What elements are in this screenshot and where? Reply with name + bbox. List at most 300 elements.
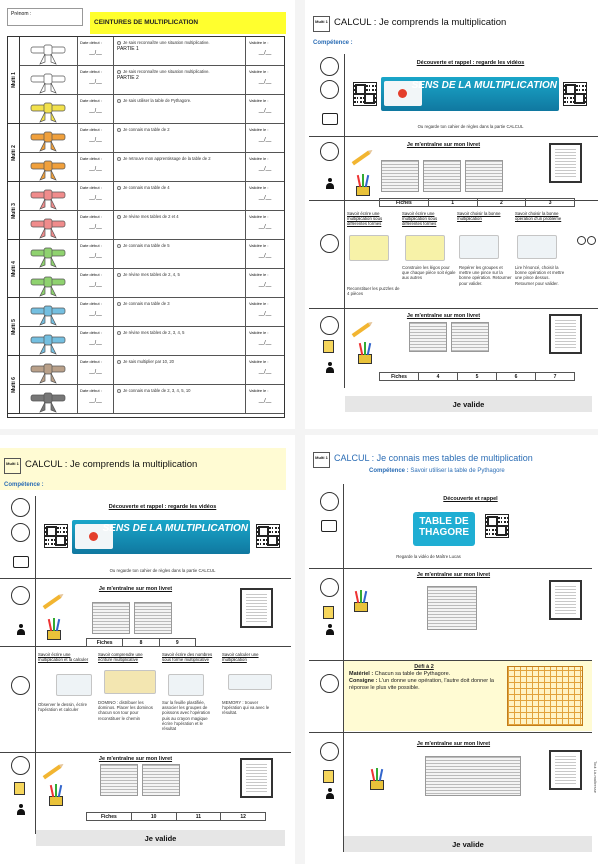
activity-image [517, 235, 557, 259]
worksheet-title-text: CALCUL : Je comprends la multiplication [25, 459, 198, 470]
bullet-icon [117, 389, 121, 393]
skill-part: PARTIE 1 [117, 46, 139, 52]
bullet-icon [117, 273, 121, 277]
belt-group-text: Multi 4 [10, 260, 17, 277]
activity-cell [98, 652, 158, 662]
skill-cell [114, 298, 246, 326]
check-circle[interactable] [587, 236, 596, 245]
fiche-number: 2 [478, 199, 527, 206]
video-thumbnail[interactable] [72, 520, 250, 554]
challenge-title: Défi à 2 [414, 664, 434, 670]
belt-icon [30, 242, 66, 268]
competence-line [4, 482, 287, 488]
fiche-number: 6 [497, 373, 536, 380]
validated-cell[interactable] [246, 124, 284, 152]
tablet-icon [321, 520, 337, 532]
fiches-header: Fiches [380, 199, 429, 206]
activity-instruction: Construire les légos pour que chaque pièce soit égale aux autres [402, 265, 456, 281]
belt-icon [30, 126, 66, 152]
validated-cell[interactable] [246, 37, 284, 65]
start-date-label: Date début : [80, 243, 102, 248]
validated-value: __/__ [258, 137, 272, 143]
booklet-page-image [100, 764, 138, 796]
start-date-value: __/__ [89, 340, 102, 346]
start-date-value: __/__ [89, 311, 102, 317]
fiche-number: 8 [123, 639, 159, 646]
start-date-cell[interactable] [78, 240, 114, 268]
person-icon [325, 362, 335, 374]
person-icon [325, 624, 335, 636]
booklet-cover-image [240, 588, 273, 628]
divider [0, 578, 291, 579]
banner-text: TABLE DE THAGORE [419, 516, 469, 538]
check-circle[interactable] [577, 236, 586, 245]
check-circle[interactable] [320, 742, 339, 761]
fiche-number: 7 [553, 374, 557, 380]
start-date-cell[interactable] [78, 327, 114, 355]
belt-icon [30, 155, 66, 181]
section-title-videos: Découverte et rappel : regarde les vidéos [108, 504, 217, 510]
booklet-cover-image [549, 750, 582, 790]
notebook-icon [323, 606, 334, 619]
validated-label: Validée le : [249, 359, 269, 364]
pencil-cup-icon [46, 784, 66, 806]
bullet-icon [117, 41, 121, 45]
belt-group-label [8, 356, 20, 414]
fiches-table [379, 372, 575, 381]
start-date-cell[interactable] [78, 66, 114, 94]
start-date-label: Date début : [80, 127, 102, 132]
belt-row [20, 95, 284, 124]
start-date-cell[interactable] [78, 182, 114, 210]
bullet-icon [117, 186, 121, 190]
belt-group-label [8, 37, 20, 124]
belt-progress-sheet [0, 0, 291, 426]
left-column-divider [344, 54, 345, 388]
fiches-table [379, 198, 575, 207]
belt-cell [20, 356, 78, 384]
qr-code-icon[interactable] [44, 524, 68, 548]
activity-cell [457, 211, 511, 221]
validate-bar[interactable]: Je valide [345, 396, 592, 412]
validated-value: __/__ [258, 282, 272, 288]
start-date-label: Date début : [80, 272, 102, 277]
fiche-number: 11 [177, 813, 222, 820]
fiche-number: 10 [132, 813, 177, 820]
belt-group-text: Multi 1 [10, 72, 17, 88]
belt-row [20, 240, 284, 269]
activity-image [104, 670, 156, 694]
start-date-value: __/__ [89, 224, 102, 230]
validated-cell[interactable] [246, 327, 284, 355]
skill-text: Je connais ma table de 5 [123, 243, 170, 248]
activity-instruction: MEMORY : trouver l'opération qui va avec le résultat. [222, 700, 270, 716]
check-circle[interactable] [320, 674, 339, 693]
start-date-value: __/__ [89, 369, 102, 375]
pythagore-table-image [507, 666, 583, 726]
check-circle[interactable] [320, 578, 339, 597]
worksheet-multi1-b [0, 438, 291, 864]
validated-value: __/__ [258, 369, 272, 375]
belt-cell [20, 327, 78, 355]
skill-cell [114, 211, 246, 239]
start-date-value: __/__ [89, 108, 102, 114]
belt-row [20, 153, 284, 182]
validated-label: Validée le : [249, 330, 269, 335]
worksheet-title-text: CALCUL : Je comprends la multiplication [334, 17, 507, 28]
validated-label: Validée le : [249, 388, 269, 393]
start-date-cell[interactable] [78, 153, 114, 181]
start-date-value: __/__ [89, 166, 102, 172]
pythagore-video-banner[interactable] [413, 512, 475, 546]
validated-value: __/__ [258, 166, 272, 172]
pencil-cup-icon [367, 768, 387, 790]
pencil-icon [352, 151, 371, 166]
sheet-title: CEINTURES DE MULTIPLICATION [90, 12, 286, 34]
skill-cell [114, 182, 246, 210]
bullet-icon [117, 99, 121, 103]
qr-code-icon[interactable] [256, 524, 280, 548]
belt-icon [30, 271, 66, 297]
consigne-text: L'un donne une opération, l'autre doit donner la réponse le plus vite possible. [349, 678, 494, 691]
validated-cell[interactable] [246, 211, 284, 239]
pencil-cup-icon [44, 618, 64, 640]
belt-cell [20, 182, 78, 210]
belt-cell [20, 124, 78, 152]
belt-cell [20, 211, 78, 239]
qr-code-icon[interactable] [485, 514, 509, 538]
check-circle[interactable] [320, 316, 339, 335]
activity-title: Savoir comprendre une écriture multiplicative [98, 652, 143, 663]
bullet-icon [117, 244, 121, 248]
skill-cell [114, 356, 246, 384]
booklet-page-image [425, 756, 521, 796]
skill-text: Je connais ma table de 3 [123, 301, 170, 306]
qr-code-icon[interactable] [353, 82, 377, 106]
fiche-number: 1 [429, 199, 478, 206]
divider [0, 752, 291, 753]
validate-bar[interactable]: Je valide [344, 836, 592, 852]
check-circle[interactable] [320, 234, 339, 253]
belt-group-text: Multi 6 [10, 376, 17, 393]
validated-cell[interactable] [246, 385, 284, 413]
validated-label: Validée le : [249, 40, 269, 45]
belt-icon [30, 387, 66, 413]
belt-row [20, 124, 284, 153]
skill-cell [114, 240, 246, 268]
video-thumbnail[interactable] [381, 77, 559, 111]
pencil-icon [43, 765, 62, 780]
competence-label: Compétence : [369, 468, 409, 474]
validated-cell[interactable] [246, 66, 284, 94]
validated-label: Validée le : [249, 98, 269, 103]
skill-text: Je sais multiplier par 10, 20 [123, 359, 174, 364]
fiches-table [86, 812, 266, 821]
validated-cell[interactable] [246, 182, 284, 210]
worksheet-title [313, 16, 594, 30]
pencil-cup-icon [355, 342, 375, 364]
start-date-cell[interactable] [78, 95, 114, 123]
skill-part: PARTIE 2 [117, 75, 139, 81]
video-caption: Regarde la vidéo de Maître Lucas [396, 554, 461, 559]
consigne-label: Consigne : [349, 678, 378, 684]
start-date-label: Date début : [80, 40, 102, 45]
activity-instruction: Observer le dessin, écrire l'opération et calculer [38, 702, 87, 713]
competence-label: Compétence : [4, 482, 44, 488]
validated-value: __/__ [258, 253, 272, 259]
fiche-number: 12 [240, 814, 246, 820]
activity-image [459, 235, 499, 259]
skill-text: Je retrouve mon apprentissage de la table de 2 [123, 156, 211, 161]
skill-cell [114, 153, 246, 181]
play-icon [89, 532, 98, 541]
booklet-cover-image [240, 758, 273, 798]
validated-cell[interactable] [246, 240, 284, 268]
booklet-page-image [381, 160, 419, 192]
start-date-value: __/__ [89, 282, 102, 288]
validated-cell[interactable] [246, 269, 284, 297]
rules-caption: Ou regarde ton cahier de règles dans la partie CALCUL [109, 568, 216, 573]
person-icon [16, 624, 26, 636]
check-circle[interactable] [320, 80, 339, 99]
activity-cell [515, 211, 569, 221]
start-date-label: Date début : [80, 330, 102, 335]
validated-value: __/__ [258, 195, 272, 201]
check-circle[interactable] [320, 57, 339, 76]
belt-row [20, 385, 284, 414]
notebook-icon [14, 782, 25, 795]
check-circle[interactable] [11, 586, 30, 605]
competence-label: Compétence : [313, 40, 353, 46]
activity-cell [347, 211, 401, 227]
activity-title: Savoir choisir la bonne opération d'un problème [515, 211, 562, 222]
check-circle[interactable] [11, 676, 30, 695]
level-tag: Multi 1 [313, 16, 330, 32]
activity-title: Savoir écrire une multiplication sous différentes formes [402, 211, 438, 227]
activity-instruction: Repérer les groupes et mettre une pince sur la bonne opération. Retourner pour valider. [459, 265, 512, 286]
skill-cell [114, 269, 246, 297]
belt-group-text: Multi 5 [10, 318, 17, 335]
belt-group-text: Multi 2 [10, 144, 17, 161]
belt-group-label [8, 240, 20, 298]
validate-bar[interactable]: Je valide [36, 830, 285, 846]
booklet-page-image [409, 322, 447, 352]
booklet-page-image [134, 602, 172, 634]
validated-cell[interactable] [246, 356, 284, 384]
activity-image [405, 235, 445, 261]
section-title-booklet-2: Je m'entraîne sur mon livret [406, 313, 481, 319]
belt-icon [30, 39, 66, 65]
validated-label: Validée le : [249, 156, 269, 161]
section-title-booklet: Je m'entraîne sur mon livret [406, 142, 481, 148]
left-column-divider [35, 496, 36, 834]
activity-title: Savoir écrire des nombres sous forme multiplicative [162, 652, 213, 663]
skill-text: Je révise mes tables de 2, 3, 4, 5 [123, 330, 185, 335]
skill-cell [114, 66, 246, 94]
competence-text: Savoir utiliser la table de Pythagore [410, 468, 505, 474]
skill-text: Je sais reconnaître une situation multiplicative. [123, 40, 210, 45]
skill-cell [114, 124, 246, 152]
validated-label: Validée le : [249, 127, 269, 132]
activity-cell [402, 211, 456, 227]
start-date-label: Date début : [80, 98, 102, 103]
notebook-icon [323, 340, 334, 353]
start-date-cell[interactable] [78, 385, 114, 413]
validated-cell[interactable] [246, 95, 284, 123]
belt-row [20, 182, 284, 211]
pencil-cup-icon [353, 174, 373, 196]
bullet-icon [117, 302, 121, 306]
start-date-value: __/__ [89, 137, 102, 143]
name-label: Prénom : [11, 11, 32, 17]
skill-text: Je révise mes tables de 2, 4, 5 [123, 272, 180, 277]
fiches-table [86, 638, 196, 647]
belt-cell [20, 385, 78, 413]
belt-cell [20, 240, 78, 268]
booklet-page-image [451, 322, 489, 352]
validated-cell[interactable] [246, 298, 284, 326]
activity-cell [162, 652, 218, 662]
start-date-value: __/__ [89, 398, 102, 404]
belt-cell [20, 269, 78, 297]
belt-icon [30, 329, 66, 355]
activity-title: Savoir écrire une multiplication sous différentes formes [347, 211, 383, 227]
validated-value: __/__ [258, 340, 272, 346]
start-date-value: __/__ [89, 195, 102, 201]
section-title-discovery: Découverte et rappel [443, 496, 498, 502]
validated-value: __/__ [258, 79, 272, 85]
start-date-cell[interactable] [78, 269, 114, 297]
name-field[interactable] [7, 8, 83, 26]
booklet-page-image [142, 764, 180, 796]
booklet-page-image [465, 160, 503, 192]
person-icon [325, 178, 335, 190]
start-date-value: __/__ [89, 50, 102, 56]
validated-cell[interactable] [246, 153, 284, 181]
materiel-label: Matériel : [349, 671, 374, 677]
bullet-icon [117, 128, 121, 132]
start-date-cell[interactable] [78, 298, 114, 326]
belt-icon [30, 97, 66, 123]
fiches-header: Fiches [380, 373, 419, 380]
bullet-icon [117, 331, 121, 335]
start-date-cell[interactable] [78, 356, 114, 384]
check-circle[interactable] [11, 498, 30, 517]
booklet-cover-image [549, 580, 582, 620]
validated-value: __/__ [258, 108, 272, 114]
activity-cell [38, 652, 94, 662]
start-date-cell[interactable] [78, 124, 114, 152]
check-circle[interactable] [320, 142, 339, 161]
start-date-label: Date début : [80, 69, 102, 74]
skill-text: Je connais ma table de 4 [123, 185, 170, 190]
fiches-header: Fiches [87, 639, 123, 646]
activity-image [349, 235, 389, 261]
materiel-text: Chacun sa table de Pythagore. [374, 671, 451, 677]
belt-group-label [8, 298, 20, 356]
fiche-number: 3 [548, 200, 552, 206]
play-icon [398, 89, 407, 98]
belt-cell [20, 37, 78, 65]
start-date-label: Date début : [80, 388, 102, 393]
challenge-instructions [349, 664, 499, 692]
validated-value: __/__ [258, 224, 272, 230]
divider [309, 308, 598, 309]
activity-image [228, 674, 272, 690]
start-date-cell[interactable] [78, 37, 114, 65]
person-icon [16, 804, 26, 816]
fiches-header: Fiches [87, 813, 132, 820]
belt-cell [20, 95, 78, 123]
activity-image [168, 674, 204, 696]
competence-line [369, 468, 594, 474]
level-tag: Multi 1 [4, 458, 21, 474]
validated-value: __/__ [258, 311, 272, 317]
belt-table [7, 36, 285, 418]
person-icon [325, 788, 335, 800]
activity-image [56, 674, 92, 696]
fiche-number: 4 [419, 373, 458, 380]
check-circle[interactable] [11, 756, 30, 775]
belt-row [20, 298, 284, 327]
validated-label: Validée le : [249, 185, 269, 190]
belt-row [20, 269, 284, 298]
belt-row [20, 356, 284, 385]
qr-code-icon[interactable] [563, 82, 587, 106]
section-title-booklet-2: Je m'entraîne sur mon livret [98, 756, 173, 762]
start-date-label: Date début : [80, 156, 102, 161]
section-title-booklet: Je m'entraîne sur mon livret [98, 586, 173, 592]
activity-instruction: Lire l'énoncé, choisir la bonne opération et mettre une pince dessus. Retourner pour valider. [515, 265, 565, 286]
activity-cell [222, 652, 278, 662]
bullet-icon [117, 157, 121, 161]
belt-group-label [8, 124, 20, 182]
divider [309, 732, 592, 733]
author-credit: Tout Là-maîtresse [593, 760, 598, 793]
section-title-booklet-2: Je m'entraîne sur mon livret [416, 741, 491, 747]
tablet-icon [13, 556, 29, 568]
activity-title: Savoir écrire une multiplication et la calculer [38, 652, 89, 663]
booklet-page-image [92, 602, 130, 634]
skill-text: Je connais ma table de 2 [123, 127, 170, 132]
belt-row [20, 37, 284, 66]
validated-value: __/__ [258, 398, 272, 404]
skill-text: Je révise mes tables de 2 et 4 [123, 214, 179, 219]
start-date-label: Date début : [80, 185, 102, 190]
divider [309, 136, 598, 137]
level-tag: Multi 1 [313, 452, 330, 468]
start-date-label: Date début : [80, 214, 102, 219]
skill-cell [114, 327, 246, 355]
worksheet-title-text: CALCUL : Je connais mes tables de multiplication [334, 453, 533, 463]
start-date-cell[interactable] [78, 211, 114, 239]
belt-icon [30, 213, 66, 239]
belt-group-text: Multi 3 [10, 202, 17, 219]
check-circle[interactable] [11, 523, 30, 542]
start-date-label: Date début : [80, 301, 102, 306]
section-title-videos: Découverte et rappel : regarde les vidéos [416, 60, 525, 66]
bullet-icon [117, 360, 121, 364]
worksheet-pythagore [309, 438, 598, 864]
validated-value: __/__ [258, 50, 272, 56]
rules-caption: Ou regarde ton cahier de règles dans la partie CALCUL [417, 124, 524, 129]
booklet-page-image [423, 160, 461, 192]
activity-instruction: Sur la feuille plastifiée, associer les groupes de poissons avec l'opération puis au crayon magique écrire l'opération et le résultat [162, 700, 211, 732]
belt-row [20, 211, 284, 240]
notebook-icon [323, 770, 334, 783]
page-gutter-horizontal [0, 429, 598, 435]
check-circle[interactable] [320, 492, 339, 511]
